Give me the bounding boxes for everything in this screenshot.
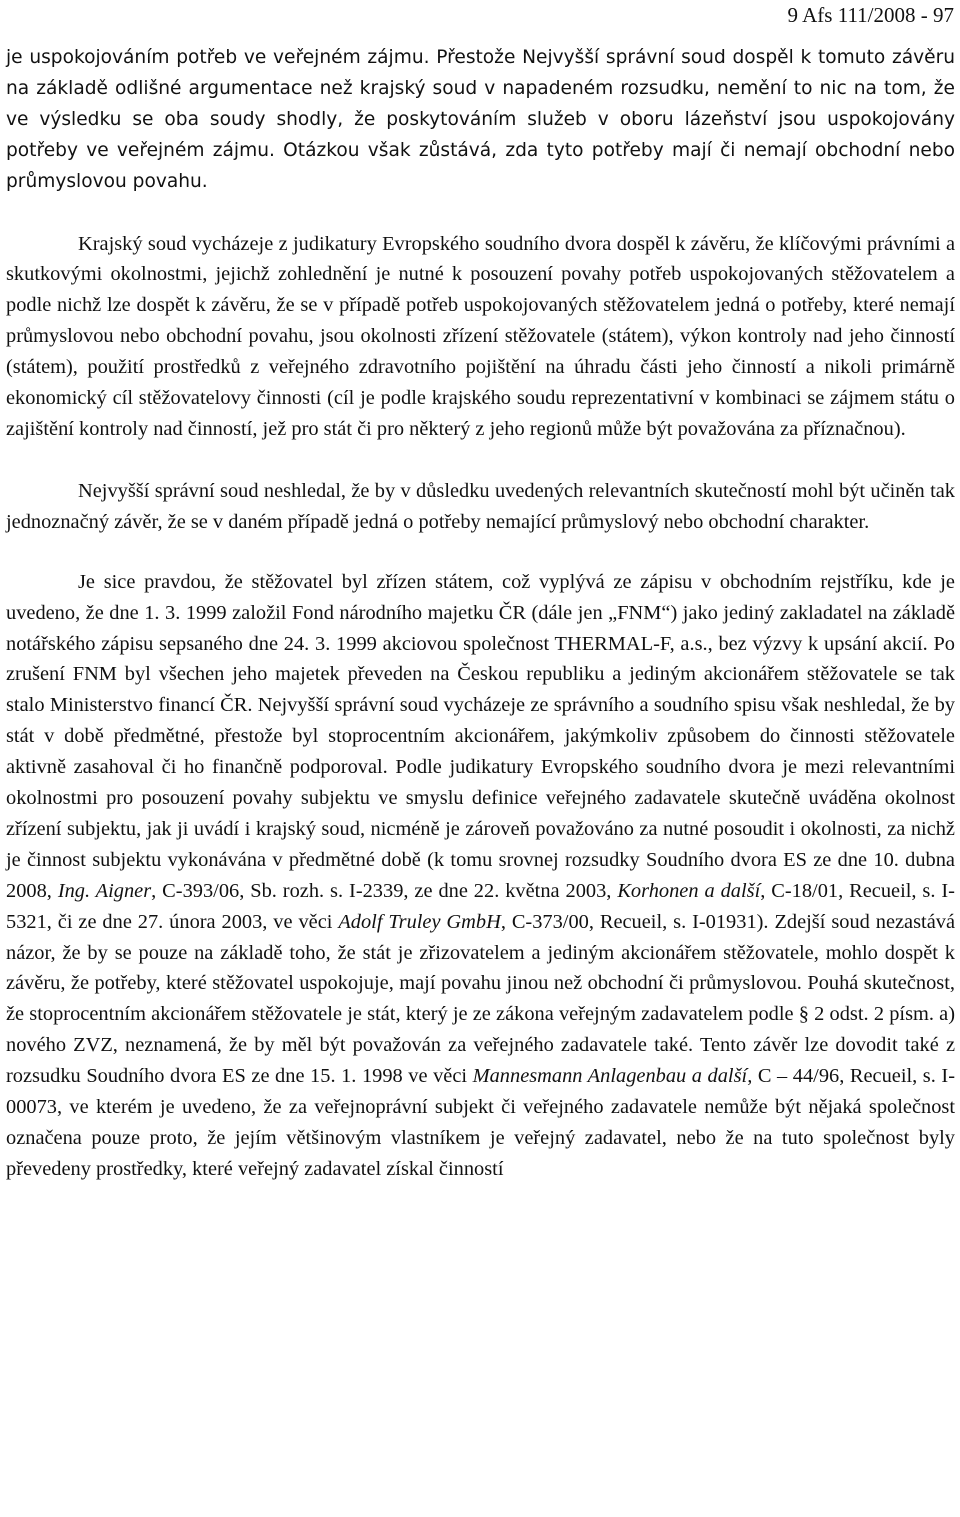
paragraph-text-run: Nejvyšší správní soud neshledal, že by v důsledku uvedených relevantních skutečností mohl být učiněn tak jednoznačný závěr, že se v daném případě jedná o potřeby nemající průmyslový nebo obchodní charakter.: [6, 479, 955, 533]
case-name-citation: Adolf Truley GmbH: [338, 910, 501, 933]
paragraph-state-founder-analysis: [6, 567, 955, 1185]
paragraph-text-run: , C-18/01, Recueil, s. I-5321, či ze dne 27. února 2003, ve věci: [6, 879, 955, 933]
paragraph-supreme-court-finding: [6, 476, 955, 538]
case-name-citation: Korhonen a další: [617, 879, 761, 902]
paragraph-text-run: , C-393/06, Sb. rozh. s. I-2339, ze dne 22. května 2003,: [151, 879, 618, 902]
paragraph-text-run: , C-373/00, Recueil, s. I-01931). Zdejší soud nezastává názor, že by se pouze na základě toho, že stát je zřizovatelem a jediným akcionářem stěžovatele, mohlo dospět k závěru, že potřeby, které stěžovatel uspokojuje, mají povahu jinou než obchodní či průmyslovou. Pouhá skutečnost, že stoprocentním akcionářem stěžovatele je stát, který je ze zákona veřejným zadavatelem podle § 2 odst. 2 písm. a) nového ZVZ, neznamená, že by měl být považován za veřejného zadavatele také. Tento závěr lze dovodit také z rozsudku Soudního dvora ES ze dne 15. 1. 1998 ve věci: [6, 910, 955, 1088]
case-name-citation: Mannesmann Anlagenbau a další,: [472, 1065, 753, 1088]
paragraph-continuation: [6, 43, 955, 198]
paragraph-regional-court-reasoning: [6, 229, 955, 445]
paragraph-text-run: Krajský soud vycházeje z judikatury Evropského soudního dvora dospěl k závěru, že klíčovými právními a skutkovými okolnostmi, jejichž zohlednění je nutné k posouzení povahy potřeb uspokojovaných stěžovatelem a podle nichž lze dospět k závěru, že se v případě potřeb uspokojovaných stěžovatelem jedná o potřeby, které nemají průmyslovou nebo obchodní povahu, jsou okolnosti zřízení stěžovatele (státem), výkon kontroly nad jeho činností (státem), použití prostředků z veřejného zdravotního pojištění na úhradu části jeho činností a nikoli primárně ekonomický cíl stěžovatelovy činnosti (cíl je podle krajského soudu reprezentativní v kombinaci se zájmem státu o zajištění kontroly nad činností, jež pro stát či pro některý z jeho regionů může být považována za příznačnou).: [6, 232, 955, 440]
paragraph-text-run: je uspokojováním potřeb ve veřejném zájmu. Přestože Nejvyšší správní soud dospěl k tomuto závěru na základě odlišné argumentace než krajský soud v napadeném rozsudku, nemění to nic na tom, že ve výsledku se oba soudy shodly, že poskytováním služeb v oboru lázeňství jsou uspokojovány potřeby ve veřejném zájmu. Otázkou však zůstává, zda tyto potřeby mají či nemají obchodní nebo průmyslovou povahu.: [6, 47, 955, 192]
paragraph-text-run: C – 44/96, Recueil, s. I-00073, ve kterém je uvedeno, že za veřejnoprávní subjekt či veřejného zadavatele nemůže být nějaká společnost označena pouze proto, že jejím většinovým vlastníkem je veřejný zadavatel, nebo že na tuto společnost byly převedeny prostředky, které veřejný zadavatel získal činností: [6, 1065, 955, 1180]
case-reference-header: 9 Afs 111/2008 - 97: [787, 3, 954, 27]
document-body: [6, 43, 955, 1185]
case-name-citation: Ing. Aigner: [57, 879, 152, 902]
paragraph-text-run: Je sice pravdou, že stěžovatel byl zřízen státem, což vyplývá ze zápisu v obchodním rejstříku, kde je uvedeno, že dne 1. 3. 1999 založil Fond národního majetku ČR (dále jen „FNM“) jako jediný zakladatel na základě notářského zápisu sepsaného dne 24. 3. 1999 akciovou společnost THERMAL-F, a.s., bez výzvy k upsání akcií. Po zrušení FNM byl všechen jeho majetek převeden na Českou republiku a jediným akcionářem stěžovatele se tak stalo Ministerstvo financí ČR. Nejvyšší správní soud vycházeje ze správního a soudního spisu však neshledal, že by stát v době předmětné, přestože byl stoprocentním akcionářem, jakýmkoliv způsobem do činnosti stěžovatele aktivně zasahoval či ho finančně podporoval. Podle judikatury Evropského soudního dvora je mezi relevantními okolnostmi pro posouzení povahy subjektu ve smyslu definice veřejného zadavatele skutečně uváděna okolnost zřízení subjektu, jak ji uvádí i krajský soud, nicméně je zároveň považováno za nutné posoudit i okolnosti, za nichž je činnost subjektu vykonávána v předmětné době (k tomu srovnej rozsudky Soudního dvora ES ze dne 10. dubna 2008,: [6, 570, 955, 902]
